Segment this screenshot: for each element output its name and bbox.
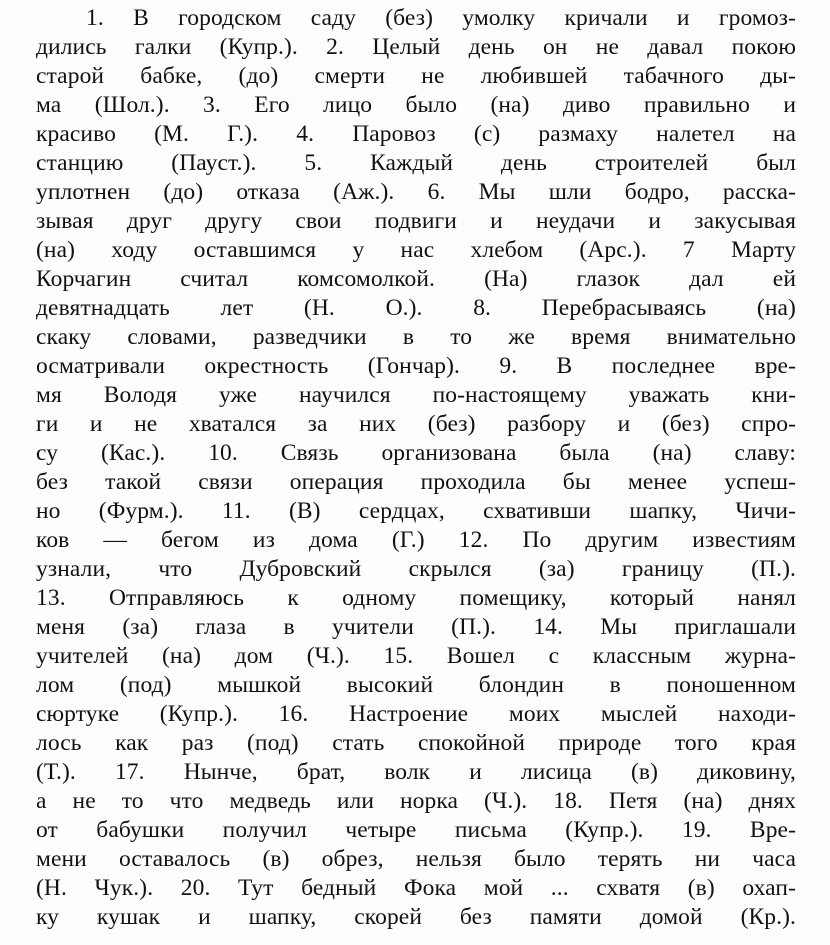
text-line: девятнадцать лет (Н. О.). 8. Перебрасываясь (на) [36,295,796,321]
text-line: учителей (на) дом (Ч.). 15. Вошел с классным журна- [36,643,796,669]
text-line: зывая друг другу свои подвиги и неудачи и закусывая [36,208,796,234]
text-line: красиво (М. Г.). 4. Паровоз (с) размаху налетел на [36,121,796,147]
text-line: сюртуке (Купр.). 16. Настроение моих мыслей находи- [36,701,796,727]
text-line: лось как раз (под) стать спокойной природе того края [36,730,796,756]
text-line: 1. В городском саду (без) умолку кричали и громоз- [86,5,796,31]
text-line: от бабушки получил четыре письма (Купр.). 19. Вре- [36,817,796,843]
text-line: меня (за) глаза в учители (П.). 14. Мы приглашали [36,614,796,640]
text-line: ги и не хватался за них (без) разбору и (без) спро- [36,411,796,437]
text-line: ков — бегом из дома (Г.) 12. По другим известиям [36,527,796,553]
text-line: уплотнен (до) отказа (Аж.). 6. Мы шли бодро, расска- [36,179,796,205]
text-line: ку кушак и шапку, скорей без памяти домой (Кр.). [36,904,796,930]
text-line: а не то что медведь или норка (Ч.). 18. Петя (на) днях [36,788,796,814]
text-line: без такой связи операция проходила бы менее успеш- [36,469,796,495]
text-line: станцию (Пауст.). 5. Каждый день строителей был [36,150,796,176]
text-line: Корчагин считал комсомолкой. (На) глазок дал ей [36,266,796,292]
text-line: лом (под) мышкой высокий блондин в поношенном [36,672,796,698]
text-line: скаку словами, разведчики в то же время внимательно [36,324,796,350]
text-line: (на) ходу оставшимся у нас хлебом (Арс.). 7 Марту [36,237,796,263]
text-line: мени оставалось (в) обрез, нельзя было терять ни часа [36,846,796,872]
text-line: су (Кас.). 10. Связь организована была (на) славу: [36,440,796,466]
text-line: осматривали окрестность (Гончар). 9. В последнее вре- [36,353,796,379]
text-line: мя Володя уже научился по-настоящему уважать кни- [36,382,796,408]
text-line: (Т.). 17. Нынче, брат, волк и лисица (в) диковину, [36,759,796,785]
text-line: ма (Шол.). 3. Его лицо было (на) диво правильно и [36,92,796,118]
text-line: (Н. Чук.). 20. Тут бедный Фока мой ... схватя (в) охап- [36,875,796,901]
text-line: узнали, что Дубровский скрылся (за) границу (П.). [36,556,796,582]
text-line: дились галки (Купр.). 2. Целый день он не давал покою [36,34,796,60]
text-line: 13. Отправляюсь к одному помещику, который нанял [36,585,796,611]
text-line: старой бабке, (до) смерти не любившей табачного ды- [36,63,796,89]
text-line: но (Фурм.). 11. (В) сердцах, схвативши шапку, Чичи- [36,498,796,524]
